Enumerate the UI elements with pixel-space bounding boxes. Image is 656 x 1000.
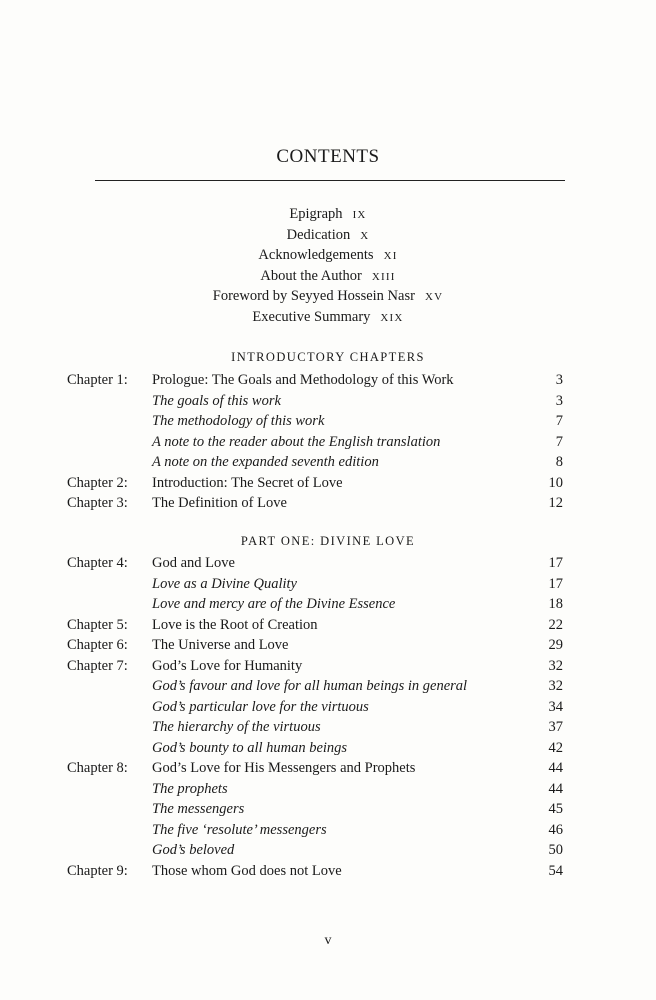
entry-title: A note to the reader about the English translation bbox=[152, 433, 441, 450]
entry-title: The messengers bbox=[152, 801, 245, 817]
front-matter-item bbox=[0, 225, 656, 246]
toc-entry bbox=[0, 493, 656, 514]
toc-entry bbox=[0, 473, 656, 494]
section-heading: INTRODUCTORY CHAPTERS bbox=[231, 350, 425, 364]
entry-title: God and Love bbox=[152, 555, 235, 571]
entry-title: God’s bounty to all human beings bbox=[152, 739, 348, 756]
front-matter-item bbox=[0, 266, 656, 287]
front-matter-title: Acknowledgements bbox=[258, 247, 374, 263]
entry-page: 18 bbox=[548, 596, 563, 612]
toc-entry bbox=[0, 615, 656, 636]
entry-page: 12 bbox=[548, 495, 563, 511]
entry-page: 8 bbox=[555, 454, 563, 470]
entry-title: The Definition of Love bbox=[152, 495, 287, 511]
front-matter-page: X bbox=[360, 229, 370, 242]
entry-title: Those whom God does not Love bbox=[152, 862, 342, 879]
toc-subentry bbox=[0, 799, 656, 820]
entry-title: God’s Love for His Messengers and Prophets bbox=[152, 760, 416, 776]
entry-title: God’s Love for Humanity bbox=[152, 657, 303, 674]
toc-subentry bbox=[0, 391, 656, 412]
front-matter-item bbox=[0, 204, 656, 225]
chapter-label: Chapter 7: bbox=[67, 657, 128, 674]
page-title: CONTENTS bbox=[276, 146, 380, 167]
entry-title: The prophets bbox=[152, 780, 228, 797]
entry-title: The hierarchy of the virtuous bbox=[152, 719, 321, 735]
entry-title: God’s particular love for the virtuous bbox=[152, 698, 369, 715]
front-matter-page: XIII bbox=[371, 270, 396, 283]
front-matter-page: XV bbox=[424, 291, 444, 303]
entry-page: 44 bbox=[548, 780, 563, 797]
entry-page: 54 bbox=[548, 862, 563, 879]
toc-entry bbox=[0, 758, 656, 779]
entry-page: 50 bbox=[548, 842, 563, 858]
chapter-label: Chapter 8: bbox=[67, 760, 128, 776]
toc-entry bbox=[0, 553, 656, 574]
entry-page: 45 bbox=[548, 801, 563, 817]
entry-page: 3 bbox=[555, 372, 563, 388]
front-matter-title: Foreword by Seyyed Hossein Nasr bbox=[212, 288, 415, 304]
front-matter-page: IX bbox=[352, 209, 367, 221]
entry-page: 29 bbox=[548, 637, 563, 653]
front-matter-page: XI bbox=[383, 250, 398, 262]
front-matter-title: Dedication bbox=[286, 226, 351, 243]
entry-title: Love as a Divine Quality bbox=[152, 575, 297, 592]
entry-title: Prologue: The Goals and Methodology of this Work bbox=[152, 372, 454, 388]
chapter-label: Chapter 1: bbox=[67, 372, 128, 388]
toc-entry bbox=[0, 861, 656, 882]
front-matter-title: Executive Summary bbox=[252, 308, 371, 325]
entry-title: The five ‘resolute’ messengers bbox=[152, 821, 327, 838]
front-matter-item bbox=[0, 286, 656, 307]
entry-title: Introduction: The Secret of Love bbox=[152, 474, 343, 491]
entry-page: 44 bbox=[548, 760, 563, 776]
toc-subentry bbox=[0, 717, 656, 738]
toc-subentry bbox=[0, 738, 656, 759]
entry-page: 22 bbox=[548, 616, 563, 633]
toc-section-introductory bbox=[0, 370, 656, 514]
entry-page: 17 bbox=[548, 575, 563, 592]
chapter-label: Chapter 6: bbox=[67, 637, 128, 653]
toc-subentry bbox=[0, 432, 656, 453]
entry-title: A note on the expanded seventh edition bbox=[152, 454, 379, 470]
front-matter-title: About the Author bbox=[260, 267, 362, 284]
entry-page: 3 bbox=[555, 392, 563, 409]
section-heading: PART ONE: DIVINE LOVE bbox=[240, 534, 416, 548]
entry-page: 10 bbox=[548, 474, 563, 491]
toc-subentry bbox=[0, 452, 656, 473]
entry-title: The Universe and Love bbox=[152, 637, 289, 653]
front-matter-item bbox=[0, 245, 656, 266]
entry-page: 37 bbox=[548, 719, 563, 735]
title-rule bbox=[95, 180, 565, 181]
chapter-label: Chapter 5: bbox=[67, 616, 128, 633]
entry-page: 34 bbox=[548, 698, 563, 715]
toc-subentry bbox=[0, 820, 656, 841]
entry-page: 7 bbox=[555, 433, 563, 450]
toc-subentry bbox=[0, 676, 656, 697]
toc-subentry bbox=[0, 594, 656, 615]
entry-title: The methodology of this work bbox=[152, 413, 325, 429]
entry-title: Love and mercy are of the Divine Essence bbox=[152, 596, 396, 612]
toc-subentry bbox=[0, 574, 656, 595]
front-matter-page: XIX bbox=[380, 311, 404, 324]
toc-subentry bbox=[0, 779, 656, 800]
entry-title: God’s favour and love for all human beings in general bbox=[152, 678, 468, 694]
entry-page: 32 bbox=[548, 678, 563, 694]
chapter-label: Chapter 4: bbox=[67, 555, 128, 571]
chapter-label: Chapter 3: bbox=[67, 495, 128, 511]
entry-title: Love is the Root of Creation bbox=[152, 616, 318, 633]
entry-page: 46 bbox=[548, 821, 563, 838]
toc-entry bbox=[0, 656, 656, 677]
front-matter-item bbox=[0, 307, 656, 328]
page-number: v bbox=[324, 933, 332, 948]
toc-entry bbox=[0, 635, 656, 656]
toc-subentry bbox=[0, 840, 656, 861]
front-matter-title: Epigraph bbox=[289, 206, 343, 222]
entry-page: 7 bbox=[555, 413, 563, 429]
toc-entry bbox=[0, 370, 656, 391]
entry-title: God’s beloved bbox=[152, 842, 235, 858]
front-matter-list bbox=[0, 204, 656, 327]
entry-page: 42 bbox=[548, 739, 563, 756]
entry-title: The goals of this work bbox=[152, 392, 281, 409]
toc-section-part-one bbox=[0, 553, 656, 881]
chapter-label: Chapter 9: bbox=[67, 862, 128, 879]
entry-page: 17 bbox=[548, 555, 563, 571]
toc-subentry bbox=[0, 697, 656, 718]
entry-page: 32 bbox=[548, 657, 563, 674]
toc-subentry bbox=[0, 411, 656, 432]
chapter-label: Chapter 2: bbox=[67, 474, 128, 491]
